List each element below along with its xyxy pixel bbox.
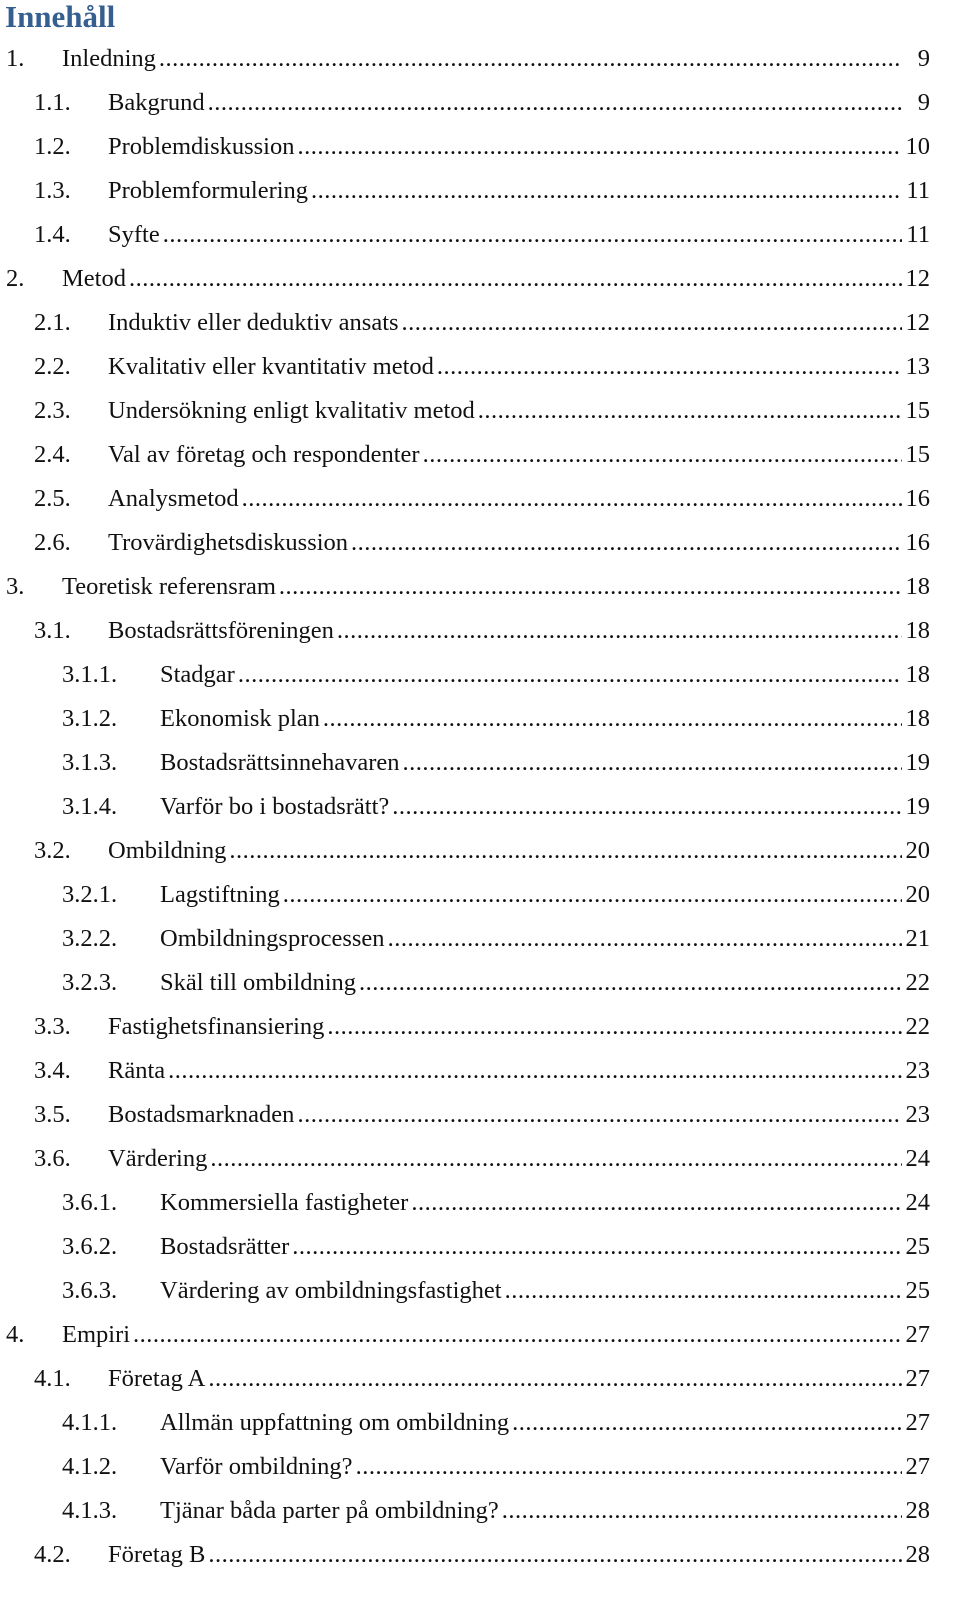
toc-entry-title[interactable]: Företag B xyxy=(108,1541,206,1568)
toc-entry-page-number[interactable]: 10 xyxy=(905,133,930,160)
toc-entry[interactable] xyxy=(0,1489,960,1533)
toc-entry[interactable] xyxy=(0,1313,960,1357)
toc-entry-row xyxy=(160,961,930,1005)
toc-entry-title[interactable]: Bostadsmarknaden xyxy=(108,1101,295,1128)
toc-entry[interactable] xyxy=(0,213,960,257)
toc-entry-row xyxy=(160,917,930,961)
toc-entry-title[interactable]: Varför bo i bostadsrätt? xyxy=(160,793,390,820)
dot-leader xyxy=(292,1225,902,1269)
toc-entry-row xyxy=(160,1489,930,1533)
dot-leader xyxy=(279,565,902,609)
toc-entry-page-number[interactable]: 18 xyxy=(905,661,930,688)
dot-leader xyxy=(208,1533,902,1577)
toc-entry[interactable] xyxy=(0,433,960,477)
toc-entry-title[interactable]: Teoretisk referensram xyxy=(62,573,276,600)
toc-entry-title[interactable]: Ränta xyxy=(108,1057,166,1084)
toc-entry-row xyxy=(108,301,930,345)
toc-heading: Innehåll xyxy=(5,0,116,34)
dot-leader xyxy=(359,961,902,1005)
toc-entry-row xyxy=(108,213,930,257)
dot-leader xyxy=(298,125,903,169)
toc-entry-number: 2.5. xyxy=(34,485,71,512)
toc-entry[interactable] xyxy=(0,1049,960,1093)
toc-entry-title[interactable]: Analysmetod xyxy=(108,485,239,512)
toc-entry-row xyxy=(160,1269,930,1313)
toc-entry[interactable] xyxy=(0,741,960,785)
toc-entry-title[interactable]: Bostadsrätter xyxy=(160,1233,290,1260)
dot-leader xyxy=(238,653,902,697)
toc-entry-page-number[interactable]: 20 xyxy=(905,837,930,864)
dot-leader xyxy=(159,37,902,81)
toc-entry-row xyxy=(108,81,930,125)
toc-entry[interactable] xyxy=(0,1357,960,1401)
toc-entry-number: 2.6. xyxy=(34,529,71,556)
toc-entry-number: 4.1.2. xyxy=(62,1453,118,1480)
toc-entry-number: 3.6.2. xyxy=(62,1233,118,1260)
dot-leader xyxy=(403,741,903,785)
toc-entry-page-number[interactable]: 28 xyxy=(905,1541,930,1568)
toc-entry[interactable] xyxy=(0,301,960,345)
toc-entry-page-number[interactable]: 9 xyxy=(917,89,930,116)
toc-entry-number: 2. xyxy=(6,265,25,292)
toc-entry-row xyxy=(108,433,930,477)
dot-leader xyxy=(505,1269,902,1313)
toc-entry-row xyxy=(108,345,930,389)
toc-entry-row xyxy=(108,125,930,169)
toc-entry[interactable] xyxy=(0,37,960,81)
toc-entry-title[interactable]: Skäl till ombildning xyxy=(160,969,357,996)
toc-entry[interactable] xyxy=(0,1093,960,1137)
toc-entry-page-number[interactable]: 23 xyxy=(905,1101,930,1128)
toc-entry[interactable] xyxy=(0,257,960,301)
toc-entry-row xyxy=(108,169,930,213)
toc-list xyxy=(0,37,960,1577)
toc-entry[interactable] xyxy=(0,697,960,741)
toc-entry-title[interactable]: Bostadsrättsföreningen xyxy=(108,617,334,644)
toc-entry-page-number[interactable]: 9 xyxy=(917,45,930,72)
toc-entry-title[interactable]: Induktiv eller deduktiv ansats xyxy=(108,309,399,336)
toc-entry-row xyxy=(108,609,930,653)
toc-entry-page-number[interactable]: 18 xyxy=(905,573,930,600)
toc-entry[interactable] xyxy=(0,1269,960,1313)
toc-entry-row xyxy=(108,1093,930,1137)
toc-entry-number: 2.4. xyxy=(34,441,71,468)
toc-entry-number: 3.4. xyxy=(34,1057,71,1084)
toc-entry-row xyxy=(108,1005,930,1049)
toc-entry-title[interactable]: Värdering xyxy=(108,1145,208,1172)
toc-entry-page-number[interactable]: 22 xyxy=(905,969,930,996)
toc-entry-page-number[interactable]: 19 xyxy=(905,749,930,776)
toc-entry-title[interactable]: Företag A xyxy=(108,1365,206,1392)
toc-entry-number: 3.1.2. xyxy=(62,705,118,732)
toc-entry-number: 3.2.1. xyxy=(62,881,118,908)
toc-entry-title[interactable]: Allmän uppfattning om ombildning xyxy=(160,1409,510,1436)
toc-entry[interactable] xyxy=(0,81,960,125)
toc-entry-page-number[interactable]: 27 xyxy=(905,1365,930,1392)
toc-entry-number: 2.2. xyxy=(34,353,71,380)
toc-entry-row xyxy=(108,829,930,873)
toc-entry[interactable] xyxy=(0,829,960,873)
toc-entry-title[interactable]: Bostadsrättsinnehavaren xyxy=(160,749,400,776)
toc-entry-title[interactable]: Empiri xyxy=(62,1321,131,1348)
toc-entry-row xyxy=(160,873,930,917)
toc-entry-title[interactable]: Ombildning xyxy=(108,837,227,864)
dot-leader xyxy=(512,1401,902,1445)
toc-entry-number: 3.2.3. xyxy=(62,969,118,996)
toc-entry-title[interactable]: Problemdiskussion xyxy=(108,133,295,160)
dot-leader xyxy=(351,521,902,565)
dot-leader xyxy=(208,1357,902,1401)
toc-entry-number: 2.1. xyxy=(34,309,71,336)
toc-entry-page-number[interactable]: 13 xyxy=(905,353,930,380)
toc-entry-title[interactable]: Syfte xyxy=(108,221,160,248)
toc-entry-page-number[interactable]: 22 xyxy=(905,1013,930,1040)
toc-entry-page-number[interactable]: 24 xyxy=(905,1145,930,1172)
toc-entry-page-number[interactable]: 27 xyxy=(905,1321,930,1348)
toc-entry[interactable] xyxy=(0,1401,960,1445)
toc-entry-page-number[interactable]: 24 xyxy=(905,1189,930,1216)
dot-leader xyxy=(168,1049,902,1093)
toc-entry[interactable] xyxy=(0,345,960,389)
toc-entry[interactable] xyxy=(0,1225,960,1269)
toc-entry-number: 4.1.1. xyxy=(62,1409,118,1436)
toc-entry-page-number[interactable]: 25 xyxy=(905,1277,930,1304)
toc-entry-page-number[interactable]: 25 xyxy=(905,1233,930,1260)
toc-entry-row xyxy=(108,1533,930,1577)
dot-leader xyxy=(356,1445,902,1489)
toc-entry-number: 3.1.3. xyxy=(62,749,118,776)
toc-entry-title[interactable]: Bakgrund xyxy=(108,89,205,116)
toc-entry-number: 3.5. xyxy=(34,1101,71,1128)
dot-leader xyxy=(229,829,902,873)
toc-entry[interactable] xyxy=(0,1137,960,1181)
toc-entry-title[interactable]: Inledning xyxy=(62,45,156,72)
toc-entry-page-number[interactable]: 23 xyxy=(905,1057,930,1084)
toc-entry-page-number[interactable]: 28 xyxy=(905,1497,930,1524)
toc-entry[interactable] xyxy=(0,521,960,565)
dot-leader xyxy=(208,81,902,125)
toc-entry-page-number[interactable]: 11 xyxy=(906,177,930,204)
toc-entry[interactable] xyxy=(0,1005,960,1049)
toc-entry[interactable] xyxy=(0,1181,960,1225)
toc-entry-number: 3.2.2. xyxy=(62,925,118,952)
toc-entry-title[interactable]: Undersökning enligt kvalitativ metod xyxy=(108,397,475,424)
toc-entry-title[interactable]: Lagstiftning xyxy=(160,881,280,908)
toc-entry-number: 3.2. xyxy=(34,837,71,864)
dot-leader xyxy=(283,873,902,917)
dot-leader xyxy=(210,1137,902,1181)
toc-entry-row xyxy=(160,1181,930,1225)
toc-entry-row xyxy=(62,37,930,81)
toc-entry-title[interactable]: Kommersiella fastigheter xyxy=(160,1189,409,1216)
toc-entry-page-number[interactable]: 27 xyxy=(905,1453,930,1480)
dot-leader xyxy=(133,1313,902,1357)
toc-entry-number: 3.1.1. xyxy=(62,661,118,688)
toc-entry-title[interactable]: Problemformulering xyxy=(108,177,309,204)
toc-entry-row xyxy=(108,477,930,521)
toc-entry-title[interactable]: Ekonomisk plan xyxy=(160,705,320,732)
dot-leader xyxy=(411,1181,902,1225)
toc-entry-number: 4. xyxy=(6,1321,25,1348)
toc-entry-row xyxy=(108,1137,930,1181)
dot-leader xyxy=(502,1489,902,1533)
toc-entry-title[interactable]: Värdering av ombildningsfastighet xyxy=(160,1277,502,1304)
toc-entry-row xyxy=(108,1049,930,1093)
dot-leader xyxy=(392,785,902,829)
toc-entry-row xyxy=(160,1445,930,1489)
toc-entry[interactable] xyxy=(0,1445,960,1489)
toc-entry-row xyxy=(160,697,930,741)
toc-entry-row xyxy=(62,257,930,301)
toc-entry-page-number[interactable]: 15 xyxy=(905,397,930,424)
toc-entry[interactable] xyxy=(0,609,960,653)
toc-entry-row xyxy=(108,1357,930,1401)
toc-entry-number: 1.2. xyxy=(34,133,71,160)
toc-entry-title[interactable]: Tjänar båda parter på ombildning? xyxy=(160,1497,499,1524)
toc-entry-page-number[interactable]: 18 xyxy=(905,617,930,644)
toc-entry-page-number[interactable]: 20 xyxy=(905,881,930,908)
toc-entry-row xyxy=(108,521,930,565)
toc-entry-number: 4.1. xyxy=(34,1365,71,1392)
toc-entry-title[interactable]: Varför ombildning? xyxy=(160,1453,353,1480)
toc-entry-title[interactable]: Metod xyxy=(62,265,126,292)
toc-entry-number: 3. xyxy=(6,573,25,600)
toc-entry[interactable] xyxy=(0,961,960,1005)
dot-leader xyxy=(311,169,902,213)
dot-leader xyxy=(423,433,902,477)
toc-entry-number: 1.1. xyxy=(34,89,71,116)
toc-entry-row xyxy=(160,1225,930,1269)
toc-entry-number: 1. xyxy=(6,45,25,72)
toc-entry-row xyxy=(160,653,930,697)
dot-leader xyxy=(327,1005,902,1049)
toc-entry-number: 3.3. xyxy=(34,1013,71,1040)
toc-entry[interactable] xyxy=(0,125,960,169)
toc-entry-title[interactable]: Kvalitativ eller kvantitativ metod xyxy=(108,353,434,380)
toc-entry-row xyxy=(160,1401,930,1445)
toc-entry-row xyxy=(160,785,930,829)
toc-entry-page-number[interactable]: 27 xyxy=(905,1409,930,1436)
dot-leader xyxy=(297,1093,902,1137)
toc-entry[interactable] xyxy=(0,477,960,521)
toc-entry-page-number[interactable]: 15 xyxy=(905,441,930,468)
toc-entry-number: 2.3. xyxy=(34,397,71,424)
dot-leader xyxy=(163,213,902,257)
toc-entry-number: 1.3. xyxy=(34,177,71,204)
dot-leader xyxy=(437,345,902,389)
toc-entry-page-number[interactable]: 19 xyxy=(905,793,930,820)
toc-entry-page-number[interactable]: 21 xyxy=(905,925,930,952)
dot-leader xyxy=(388,917,902,961)
toc-entry-number: 3.6.3. xyxy=(62,1277,118,1304)
toc-entry-row xyxy=(108,389,930,433)
toc-entry-number: 4.2. xyxy=(34,1541,71,1568)
toc-entry-page-number[interactable]: 12 xyxy=(905,265,930,292)
dot-leader xyxy=(323,697,902,741)
toc-entry-row xyxy=(62,1313,930,1357)
toc-entry[interactable] xyxy=(0,785,960,829)
toc-entry-title[interactable]: Val av företag och respondenter xyxy=(108,441,420,468)
toc-entry-row xyxy=(62,565,930,609)
toc-entry[interactable] xyxy=(0,653,960,697)
toc-entry-title[interactable]: Ombildningsprocessen xyxy=(160,925,385,952)
toc-entry-number: 3.1. xyxy=(34,617,71,644)
toc-entry-number: 3.1.4. xyxy=(62,793,118,820)
toc-entry-number: 3.6.1. xyxy=(62,1189,118,1216)
toc-entry-number: 4.1.3. xyxy=(62,1497,118,1524)
toc-entry-number: 1.4. xyxy=(34,221,71,248)
toc-entry[interactable] xyxy=(0,1533,960,1577)
toc-entry[interactable] xyxy=(0,389,960,433)
dot-leader xyxy=(129,257,902,301)
toc-entry[interactable] xyxy=(0,565,960,609)
toc-entry-title[interactable]: Stadgar xyxy=(160,661,235,688)
toc-entry-title[interactable]: Fastighetsfinansiering xyxy=(108,1013,325,1040)
dot-leader xyxy=(242,477,902,521)
dot-leader xyxy=(402,301,902,345)
toc-entry[interactable] xyxy=(0,917,960,961)
toc-entry-page-number[interactable]: 12 xyxy=(905,309,930,336)
dot-leader xyxy=(478,389,902,433)
toc-entry-page-number[interactable]: 18 xyxy=(905,705,930,732)
toc-entry-number: 3.6. xyxy=(34,1145,71,1172)
toc-entry[interactable] xyxy=(0,169,960,213)
toc-entry-title[interactable]: Trovärdighetsdiskussion xyxy=(108,529,349,556)
dot-leader xyxy=(337,609,902,653)
toc-entry-page-number[interactable]: 16 xyxy=(905,529,930,556)
toc-entry-page-number[interactable]: 16 xyxy=(905,485,930,512)
toc-entry[interactable] xyxy=(0,873,960,917)
toc-entry-row xyxy=(160,741,930,785)
toc-entry-page-number[interactable]: 11 xyxy=(906,221,930,248)
